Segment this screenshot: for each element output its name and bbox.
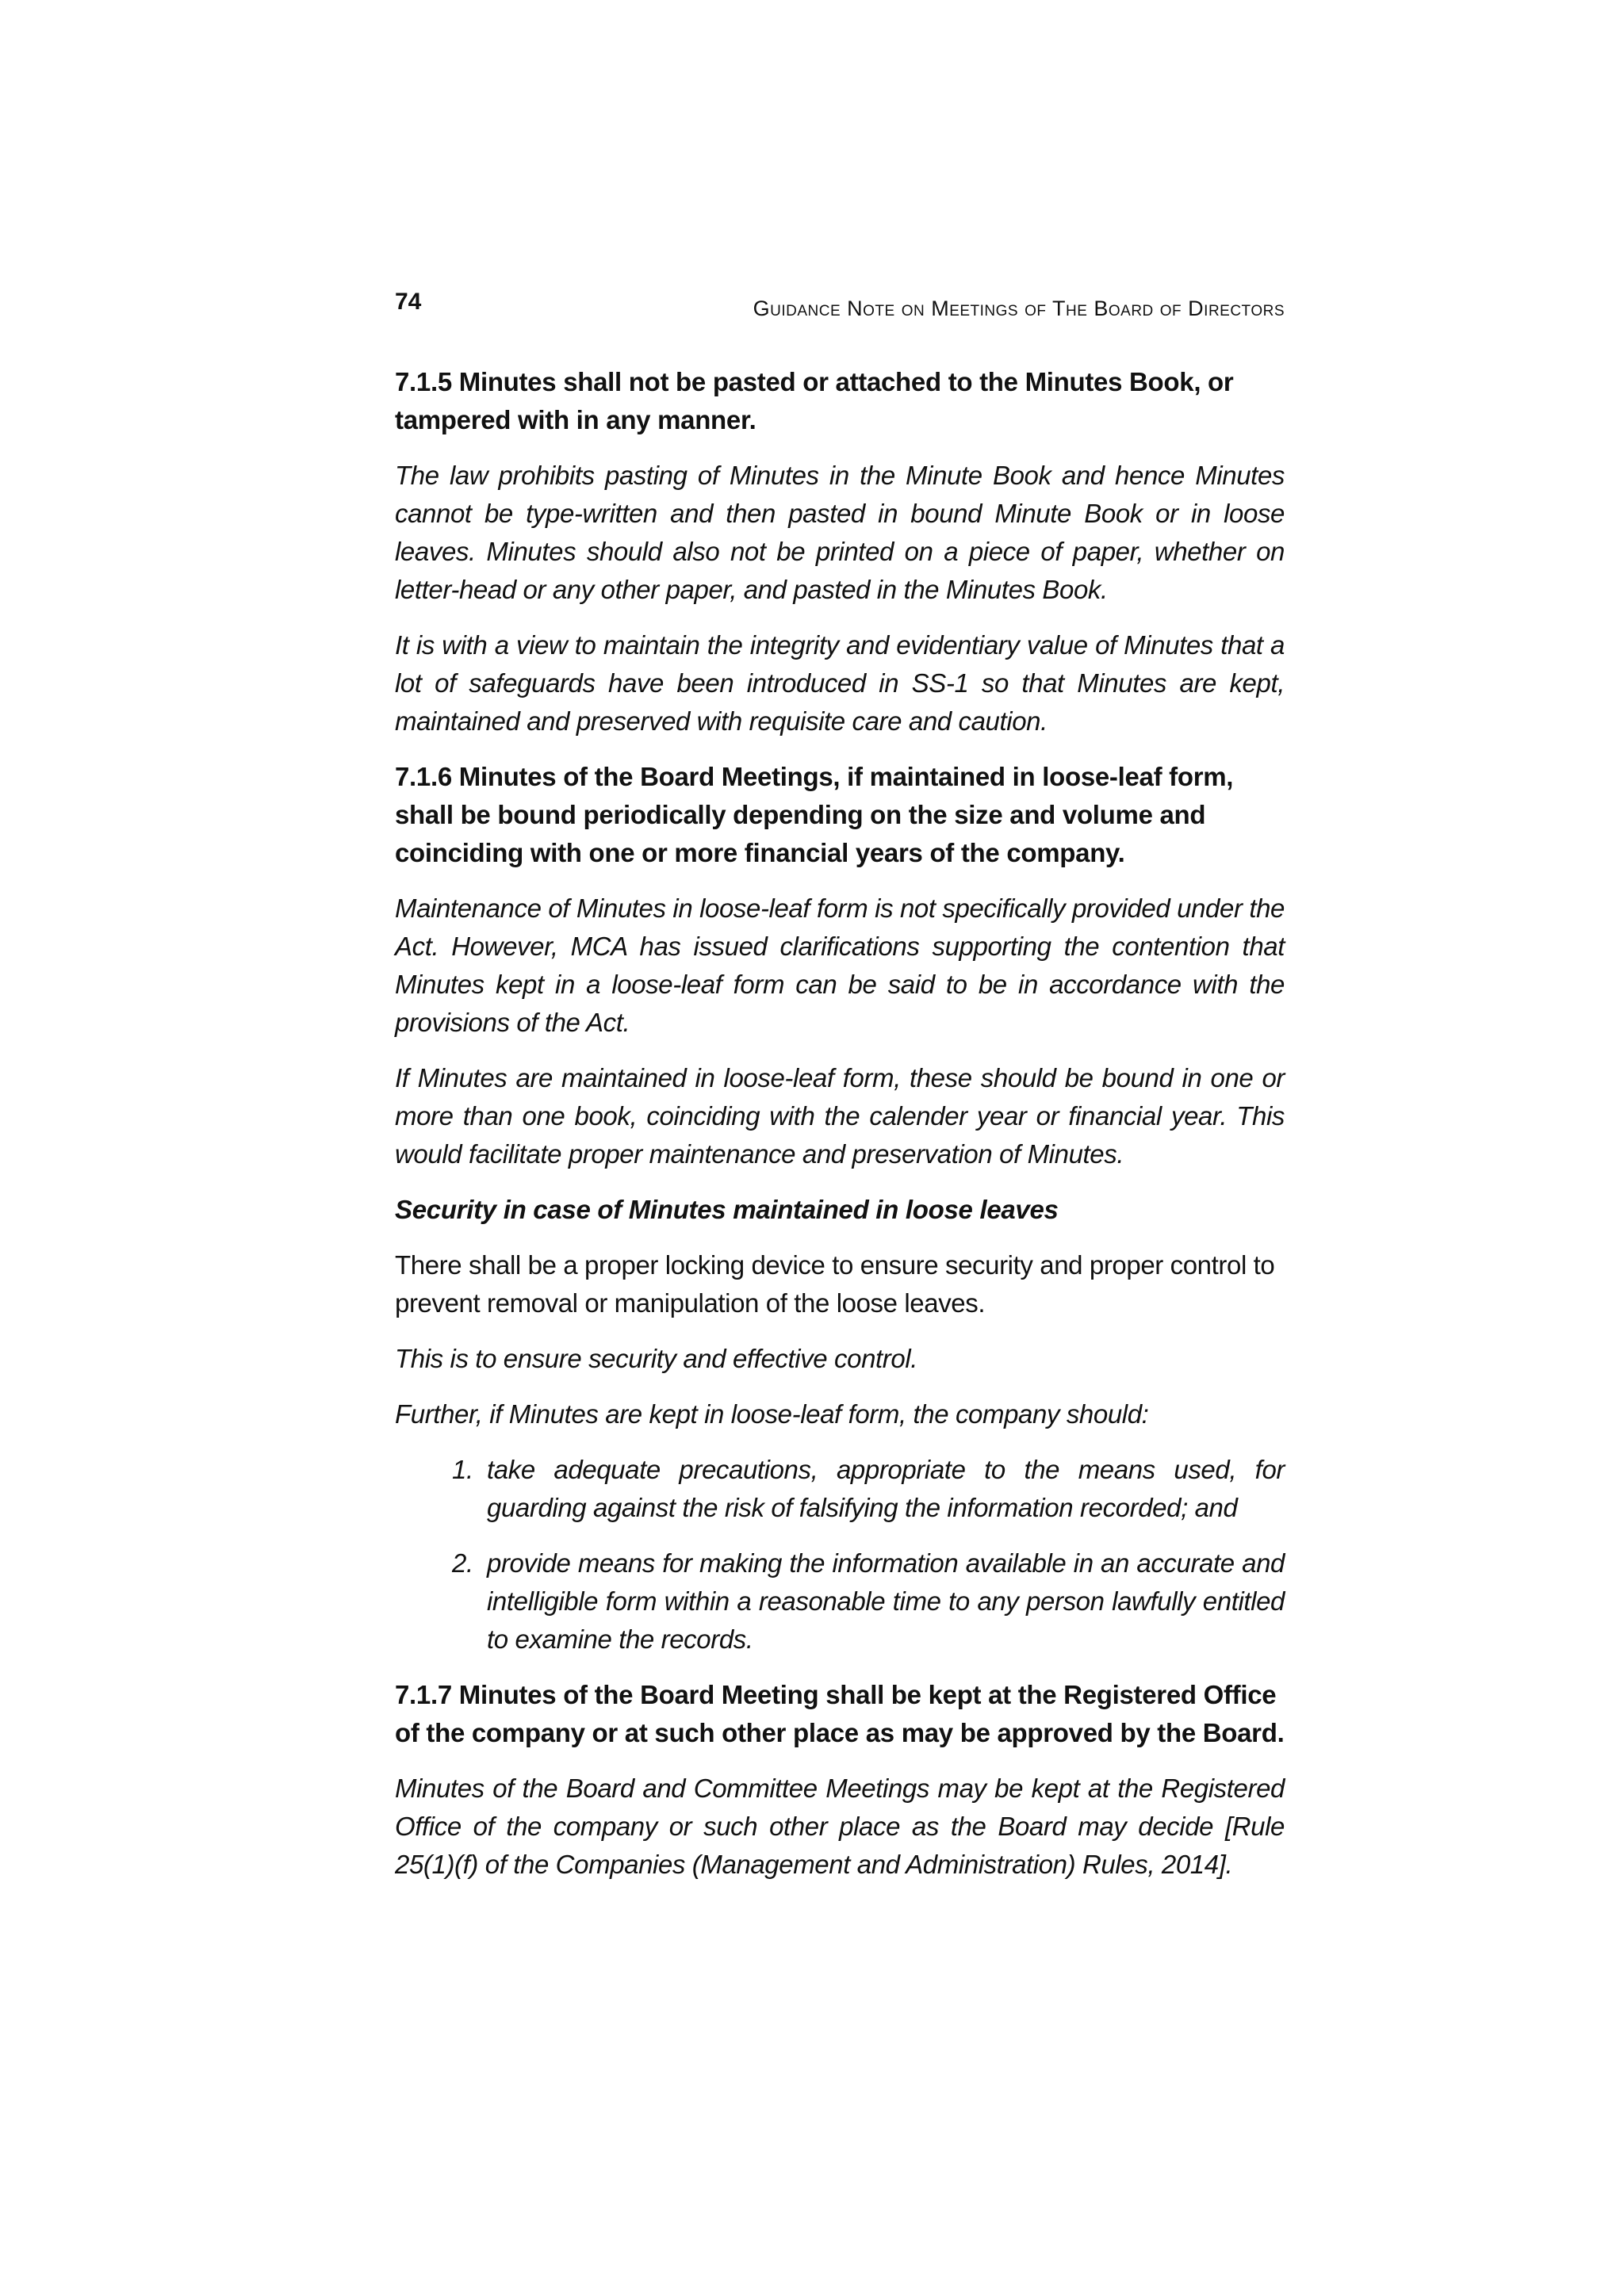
section-7-1-6-paragraph-1: Maintenance of Minutes in loose-leaf form is not specifically provided under the Act. However, MCA has issued clarifications supporting the contention that Minutes kept in a loose-leaf form can be said to be in accordance with the provisions of the Act.	[395, 894, 1285, 1037]
section-7-1-7-heading: 7.1.7 Minutes of the Board Meeting shall be kept at the Registered Office of the company or at such other place as may be approved by the Board.	[395, 1680, 1285, 1747]
list-item-text: provide means for making the information available in an accurate and intelligible form within a reasonable time to any person lawfully entitled to examine the records.	[487, 1548, 1285, 1654]
security-note: This is to ensure security and effective control.	[395, 1344, 918, 1373]
section-7-1-6-paragraph-2: If Minutes are maintained in loose-leaf form, these should be bound in one or more than one book, coinciding with the calender year or financial year. This would facilitate proper maintenance and preservation of Minutes.	[395, 1063, 1285, 1169]
security-subheading: Security in case of Minutes maintained in loose leaves	[395, 1195, 1059, 1224]
section-7-1-5-paragraph-2: It is with a view to maintain the integrity and evidentiary value of Minutes that a lot of safeguards have been introduced in SS-1 so that Minutes are kept, maintained and preserved with requisite care and caution.	[395, 630, 1285, 736]
page-content	[395, 289, 1285, 1901]
precautions-list	[395, 1451, 1285, 1659]
section-7-1-5-heading: 7.1.5 Minutes shall not be pasted or attached to the Minutes Book, or tampered with in any manner.	[395, 367, 1234, 434]
section-7-1-6-heading: 7.1.6 Minutes of the Board Meetings, if maintained in loose-leaf form, shall be bound periodically depending on the size and volume and coinciding with one or more financial years of the company.	[395, 762, 1234, 867]
list-item-number: 2.	[452, 1548, 473, 1578]
running-head	[395, 289, 1285, 330]
running-head-title: Guidance Note on Meetings of The Board of Directors	[753, 297, 1285, 320]
list-item-text: take adequate precautions, appropriate to the means used, for guarding against the risk of falsifying the information recorded; and	[487, 1455, 1285, 1522]
page-number: 74	[395, 289, 422, 315]
security-paragraph: There shall be a proper locking device to ensure security and proper control to prevent removal or manipulation of the loose leaves.	[395, 1250, 1275, 1318]
section-7-1-5-paragraph-1: The law prohibits pasting of Minutes in the Minute Book and hence Minutes cannot be type-written and then pasted in bound Minute Book or in loose leaves. Minutes should also not be printed on a piece of paper, whether on letter-head or any other paper, and pasted in the Minutes Book.	[395, 461, 1285, 604]
section-7-1-7-paragraph-1: Minutes of the Board and Committee Meetings may be kept at the Registered Office of the company or such other place as the Board may decide [Rule 25(1)(f) of the Companies (Management and Administration) Rules, 2014].	[395, 1774, 1285, 1879]
loose-leaf-intro: Further, if Minutes are kept in loose-leaf form, the company should:	[395, 1399, 1149, 1429]
list-item-number: 1.	[452, 1455, 473, 1484]
list-item	[395, 1451, 1285, 1527]
list-item	[395, 1544, 1285, 1659]
